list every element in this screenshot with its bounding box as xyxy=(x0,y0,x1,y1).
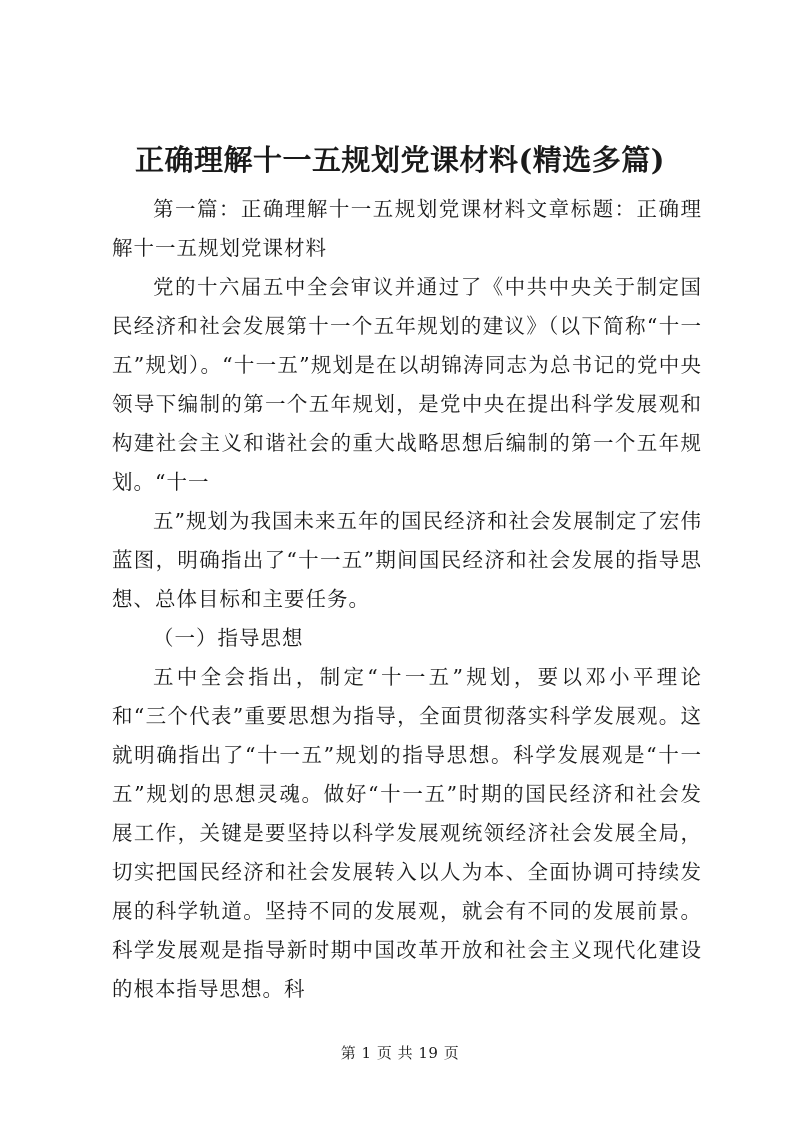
page-footer: 第 1 页 共 19 页 xyxy=(340,1044,460,1062)
paragraph-4: 五中全会指出，制定“十一五”规划，要以邓小平理论和“三个代表”重要思想为指导，全面贯彻落实科学发展观。这就明确指出了“十一五”规划的指导思想。科学发展观是“十一五”规划的思想灵魂。做好“十一五”时期的国民经济和社会发展工作，关键是要坚持以科学发展观统领经济社会发展全局，切实把国民经济和社会发展转入以人为本、全面协调可持续发展的科学轨道。坚持不同的发展观，就会有不同的发展前景。科学发展观是指导新时期中国改革开放和社会主义现代化建设的根本指导思想。科 xyxy=(112,665,702,1001)
paragraph-2: 党的十六届五中全会审议并通过了《中共中央关于制定国民经济和社会发展第十一个五年规划的建议》（以下简称“十一五”规划）。“十一五”规划是在以胡锦涛同志为总书记的党中央领导下编制的第一个五年规划，是党中央在提出科学发展观和构建社会主义和谐社会的重大战略思想后编制的第一个五年规划。“十一 xyxy=(112,275,702,494)
document-body xyxy=(112,190,702,1009)
document-title: 正确理解十一五规划党课材料(精选多篇) xyxy=(135,143,665,177)
paragraph-3: 五”规划为我国未来五年的国民经济和社会发展制定了宏伟蓝图，明确指出了“十一五”期间国民经济和社会发展的指导思想、总体目标和主要任务。 xyxy=(112,509,702,611)
paragraph-1: 第一篇：正确理解十一五规划党课材料文章标题：正确理解十一五规划党课材料 xyxy=(112,197,702,260)
section-heading: （一）指导思想 xyxy=(153,626,304,650)
